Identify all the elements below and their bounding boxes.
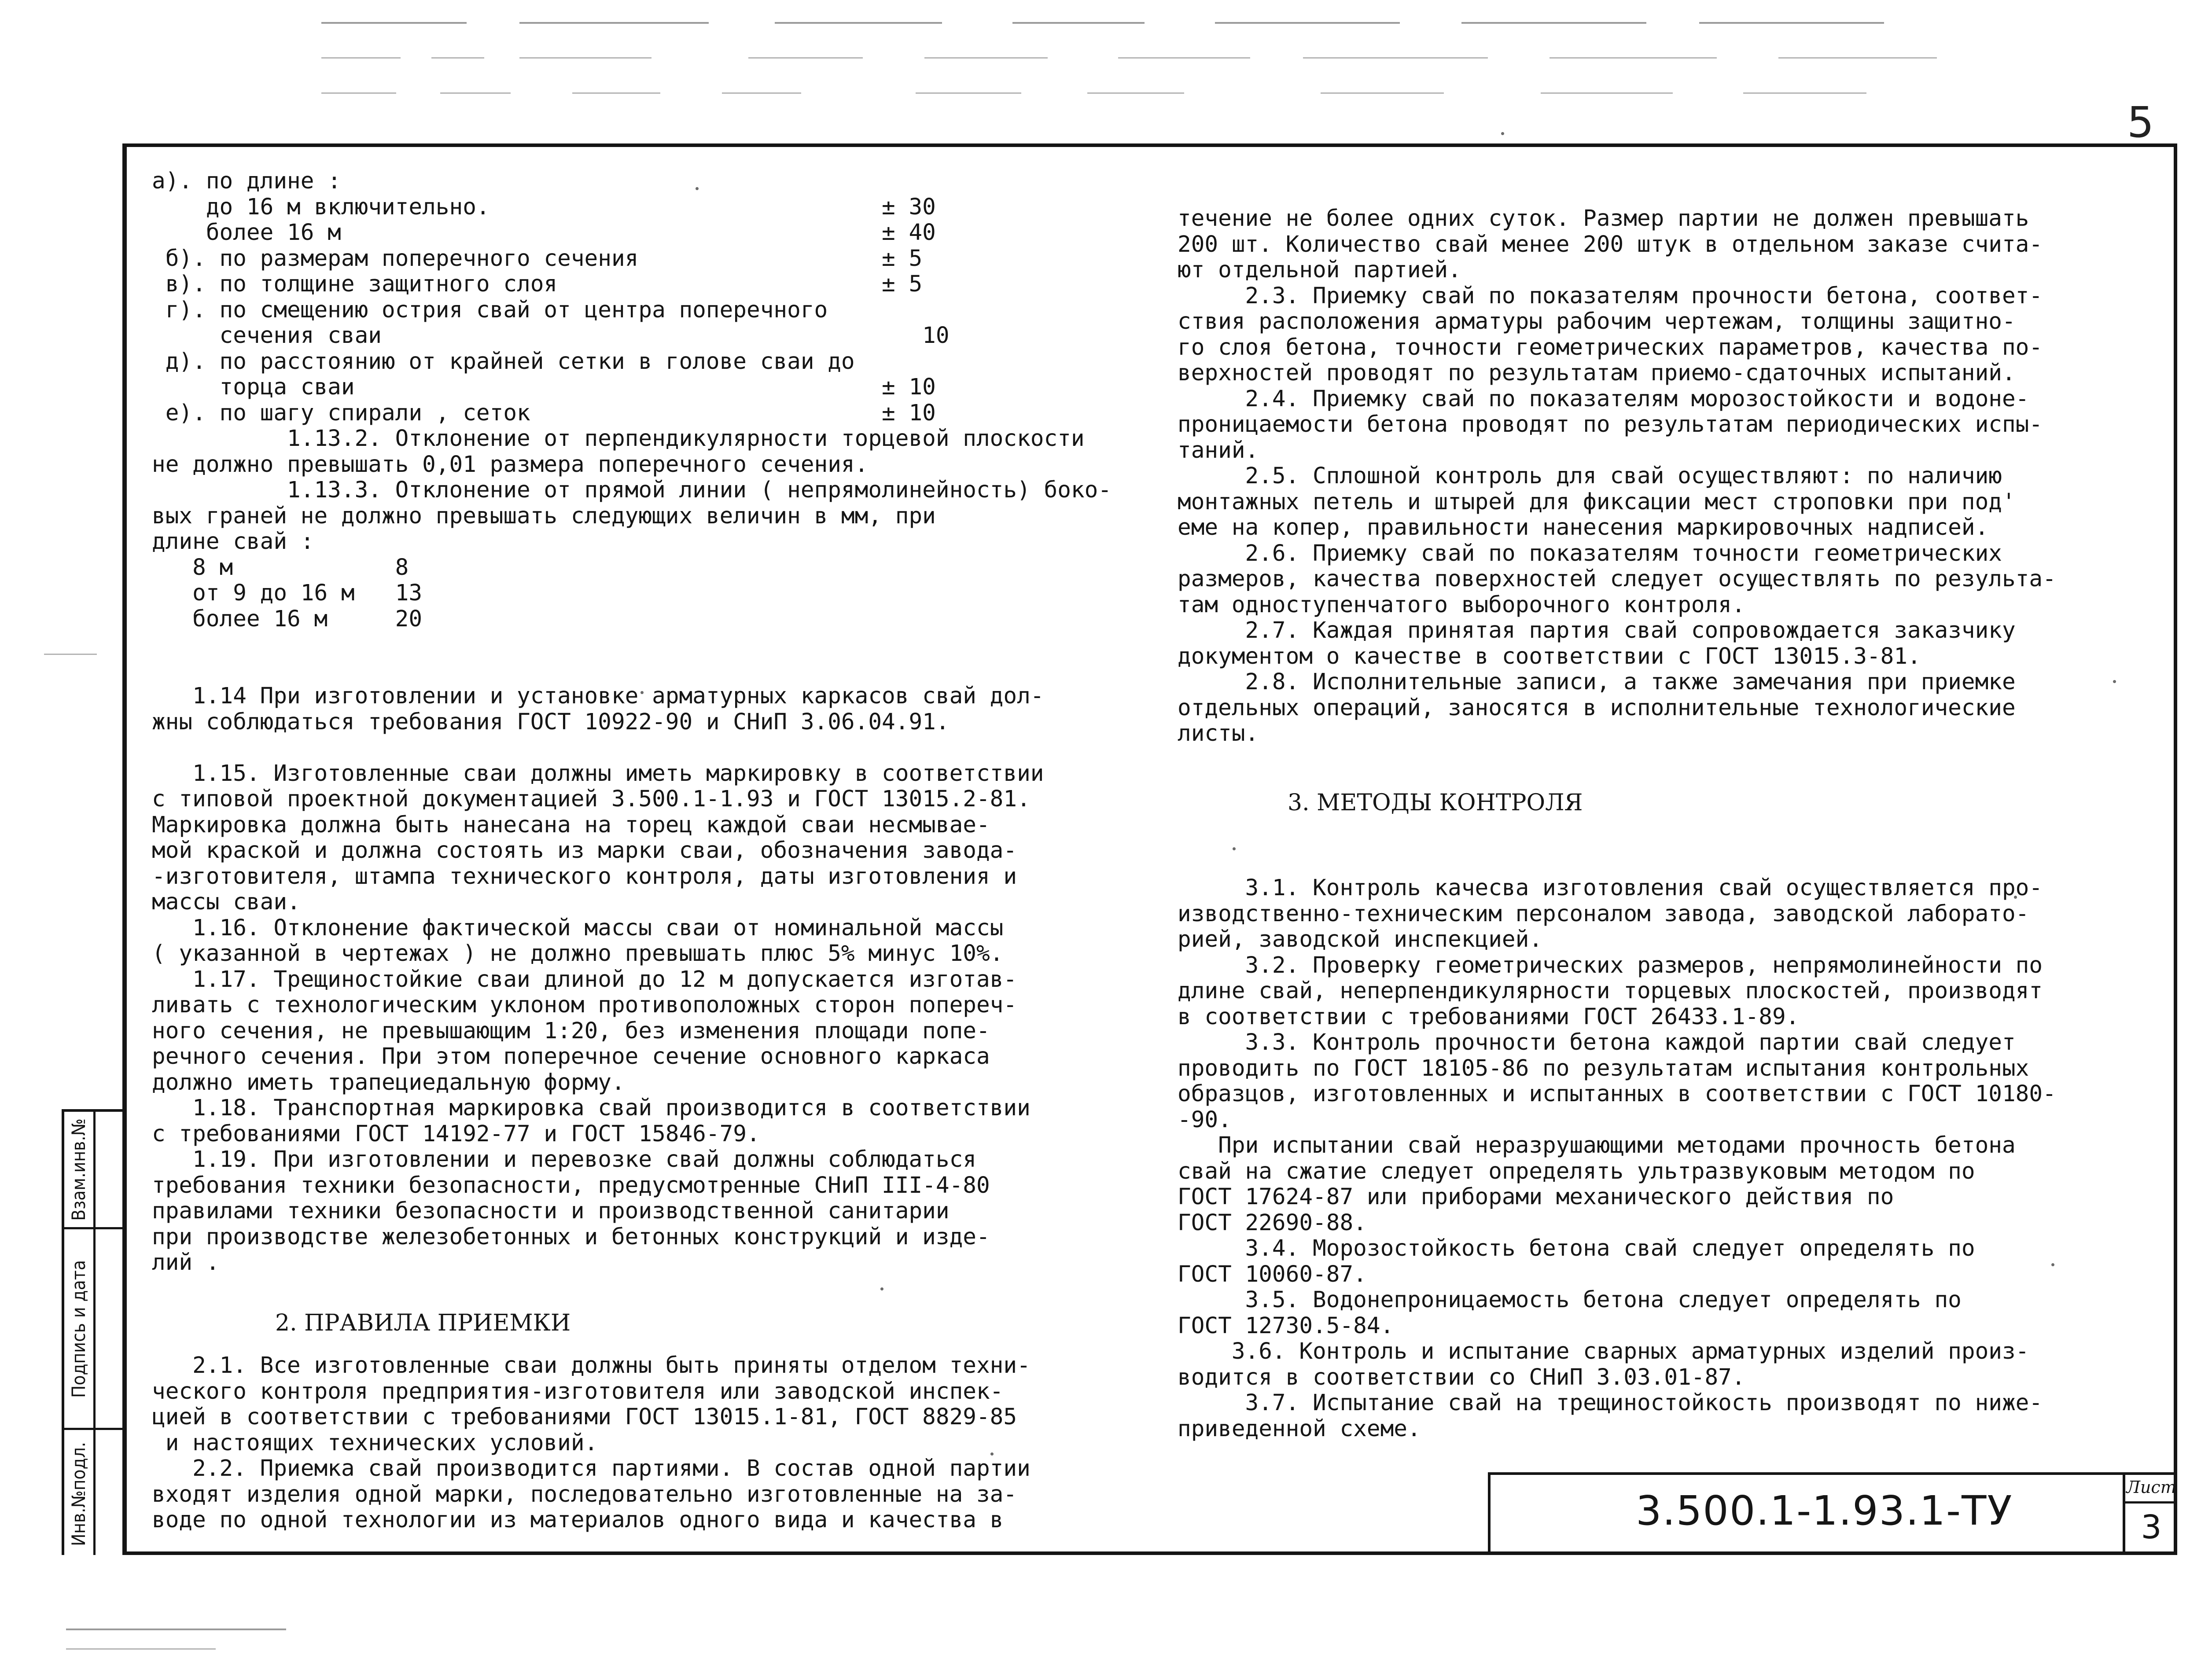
text-line: рией, заводской инспекцией. xyxy=(1178,926,1543,952)
scan-artifact-line xyxy=(321,22,467,24)
scan-artifact-line xyxy=(1461,22,1646,24)
scan-artifact-line xyxy=(321,92,396,94)
text-line: 2.1. Все изготовленные сваи должны быть приняты отделом техни- xyxy=(152,1353,1031,1379)
text-line: воде по одной технологии из материалов одного вида и качества в xyxy=(152,1507,1004,1533)
text-line: таний. xyxy=(1178,437,1259,463)
text-line: 2.6. Приемку свай по показателям точности геометрических xyxy=(1178,540,2002,566)
text-line: 2.3. Приемку свай по показателям прочности бетона, соответ- xyxy=(1178,283,2043,309)
text-line: 1.18. Транспортная маркировка свай производится в соответствии xyxy=(152,1095,1031,1121)
scan-artifact-line xyxy=(1215,22,1400,24)
scan-artifact-line xyxy=(519,57,651,59)
text-line: ( указанной в чертежах ) не должно превышать плюс 5% минус 10%. xyxy=(152,941,1004,967)
text-line: проницаемости бетона проводят по результатам периодических испы- xyxy=(1178,412,2043,437)
text-line: 3.3. Контроль прочности бетона каждой партии свай следует xyxy=(1178,1029,2016,1055)
text-line: образцов, изготовленных и испытанных в соответствии с ГОСТ 10180- xyxy=(1178,1081,2056,1107)
text-line: и настоящих технических условий. xyxy=(152,1430,598,1456)
text-line: массы сваи. xyxy=(152,889,301,915)
text-line: требования техники безопасности, предусмотренные СНиП III-4-80 xyxy=(152,1172,990,1198)
text-line: б). по размерам поперечного сечения ± 5 xyxy=(152,245,923,272)
scan-artifact-line xyxy=(916,92,1021,94)
text-line: цией в соответствии с требованиями ГОСТ 13015.1-81, ГОСТ 8829-85 xyxy=(152,1404,1017,1430)
text-line: ГОСТ 12730.5-84. xyxy=(1178,1312,1394,1339)
text-line: до 16 м включительно. ± 30 xyxy=(152,194,936,220)
text-line: торца сваи ± 10 xyxy=(152,374,936,400)
text-line: 2.7. Каждая принятая партия свай сопровождается заказчику xyxy=(1178,618,2016,643)
scan-artifact-line xyxy=(1550,57,1717,59)
text-line: 3.1. Контроль качесва изготовления свай осуществляется про- xyxy=(1178,875,2043,901)
text-line: вых граней не должно превышать следующих величин в мм, при xyxy=(152,503,936,529)
scan-artifact-line xyxy=(1303,57,1488,59)
text-line: речного сечения. При этом поперечное сечение основного каркаса xyxy=(152,1044,990,1070)
scan-artifact-line xyxy=(321,57,401,59)
text-line xyxy=(152,632,1160,658)
text-line: течение не более одних суток. Размер партии не должен превышать xyxy=(1178,206,2029,232)
text-line: отдельных операций, заносятся в исполнительные технологические xyxy=(1178,695,2016,721)
text-line: более 16 м 20 xyxy=(152,606,423,632)
text-line: с типовой проектной документацией 3.500.1-1.93 и ГОСТ 13015.2-81. xyxy=(152,786,1031,812)
text-line: 1.19. При изготовлении и перевозке свай должны соблюдаться xyxy=(152,1147,976,1173)
title-block xyxy=(1488,1472,2177,1555)
text-line: там одноступенчатого выборочного контроля. xyxy=(1178,592,1745,618)
text-line xyxy=(1178,850,2172,876)
right-text-column xyxy=(1178,206,2172,1442)
scan-artifact-line xyxy=(1012,22,1145,24)
text-line: 3.7. Испытание свай на трещиностойкость производят по ниже- xyxy=(1178,1390,2043,1416)
scan-artifact-line xyxy=(440,92,511,94)
stamp-divider xyxy=(64,1227,122,1229)
text-line: свай на сжатие следует определять ультразвуковым методом по xyxy=(1178,1158,1975,1184)
text-line: ливать с технологическим уклоном противоположных сторон попереч- xyxy=(152,992,1017,1018)
text-line: листы. xyxy=(1178,721,1259,746)
heading-control-methods: 3. МЕТОДЫ КОНТРОЛЯ xyxy=(1288,790,1583,816)
text-line: -90. xyxy=(1178,1107,1232,1133)
text-line: 1.17. Трещиностойкие сваи длиной до 12 м допускается изготав- xyxy=(152,966,1017,993)
text-line: 1.13.3. Отклонение от прямой линии ( непрямолинейность) боко- xyxy=(152,477,1112,503)
text-line xyxy=(1178,798,2172,824)
text-line: 3.2. Проверку геометрических размеров, непрямолинейности по xyxy=(1178,952,2043,978)
page-number: 5 xyxy=(2127,98,2154,147)
stamp-label-signature-date: Подпись и дата xyxy=(67,1260,89,1398)
text-line: 2.4. Приемку свай по показателям морозостойкости и водоне- xyxy=(1178,386,2029,412)
scan-artifact-line xyxy=(431,57,484,59)
scan-artifact-line xyxy=(1743,92,1866,94)
text-line: 2.5. Сплошной контроль для свай осуществляют: по наличию xyxy=(1178,463,2002,489)
scan-artifact-line xyxy=(44,654,97,655)
text-line xyxy=(1178,824,2172,850)
scan-artifact-line xyxy=(924,57,1048,59)
text-line: 3.4. Морозостойкость бетона свай следует определять по xyxy=(1178,1235,1975,1261)
text-line: в соответствии с требованиями ГОСТ 26433.1-89. xyxy=(1178,1004,1800,1030)
text-line: го слоя бетона, точности геометрических параметров, качества по- xyxy=(1178,334,2043,360)
sheet-number: 3 xyxy=(2141,1508,2162,1546)
text-line: с требованиями ГОСТ 14192-77 и ГОСТ 15846-79. xyxy=(152,1121,760,1147)
text-line: ют отдельной партией. xyxy=(1178,257,1461,283)
text-line: При испытании свай неразрушающими методами прочность бетона xyxy=(1178,1132,2016,1158)
scan-artifact-line xyxy=(748,57,863,59)
text-line: а). по длине : xyxy=(152,168,341,194)
scan-artifact-line xyxy=(66,1648,216,1650)
text-line: монтажных петель и штырей для фиксации мест строповки при под' xyxy=(1178,489,2016,515)
text-line: 3.6. Контроль и испытание сварных арматурных изделий произ- xyxy=(1178,1338,2029,1364)
text-line: Маркировка должна быть нанесана на торец каждой сваи несмывае- xyxy=(152,812,990,838)
text-line: правилами техники безопасности и производственной санитарии xyxy=(152,1198,950,1224)
stamp-label-original-inv: Инв.№подл. xyxy=(67,1442,89,1546)
scan-artifact-line xyxy=(1699,22,1884,24)
text-line: документом о качестве в соответствии с ГОСТ 13015.3-81. xyxy=(1178,643,1921,669)
text-line: 8 м 8 xyxy=(152,554,409,581)
scan-speck xyxy=(1501,132,1504,135)
stamp-divider xyxy=(93,1112,96,1555)
heading-acceptance-rules: 2. ПРАВИЛА ПРИЕМКИ xyxy=(275,1310,571,1336)
text-line: 1.13.2. Отклонение от перпендикулярности торцевой плоскости xyxy=(152,426,1085,452)
text-line: изводственно-техническим персоналом завода, заводской лаборато- xyxy=(1178,901,2029,927)
text-line: входят изделия одной марки, последовательно изготовленные на за- xyxy=(152,1481,1017,1507)
text-line: проводить по ГОСТ 18105-86 по результатам испытания контрольных xyxy=(1178,1055,2029,1081)
text-line: -изготовителя, штампа технического контроля, даты изготовления и xyxy=(152,863,1017,890)
scan-artifact-line xyxy=(1541,92,1673,94)
text-line: е). по шагу спирали , сеток ± 10 xyxy=(152,400,936,426)
text-line: лий . xyxy=(152,1250,220,1276)
text-line xyxy=(152,658,1160,684)
text-line: водится в соответствии со СНиП 3.03.01-87. xyxy=(1178,1364,1745,1390)
text-line: не должно превышать 0,01 размера поперечного сечения. xyxy=(152,451,869,478)
scan-artifact-line xyxy=(775,22,942,24)
text-line: еме на копер, правильности нанесения маркировочных надписей. xyxy=(1178,515,1989,540)
text-line: ГОСТ 22690-88. xyxy=(1178,1209,1367,1236)
text-line: ГОСТ 10060-87. xyxy=(1178,1261,1367,1287)
approval-stamp-strip xyxy=(62,1109,122,1555)
text-line: мой краской и должна состоять из марки сваи, обозначения завода- xyxy=(152,838,1017,864)
text-line: должно иметь трапециедальную форму. xyxy=(152,1069,625,1095)
scan-artifact-line xyxy=(1778,57,1937,59)
text-line xyxy=(152,1276,1160,1302)
scan-artifact-line xyxy=(572,92,660,94)
text-line: жны соблюдаться требования ГОСТ 10922-90 и СНиП 3.06.04.91. xyxy=(152,709,950,735)
text-line: сечения сваи 10 xyxy=(152,323,950,349)
sheet-divider xyxy=(2125,1501,2177,1504)
sheet-label: Лист xyxy=(2126,1478,2176,1497)
sheet-box xyxy=(2123,1475,2177,1555)
stamp-label-replacement-inv: Взам.инв.№ xyxy=(67,1118,89,1221)
text-line: 2.8. Исполнительные записи, а также замечания при приемке xyxy=(1178,669,2016,695)
text-line: длине свай : xyxy=(152,529,314,555)
stamp-divider xyxy=(64,1428,122,1430)
text-line: 3.5. Водонепроницаемость бетона следует определять по xyxy=(1178,1287,1962,1313)
text-line: более 16 м ± 40 xyxy=(152,220,936,246)
text-line: ГОСТ 17624-87 или приборами механического действия по xyxy=(1178,1184,1894,1210)
text-line xyxy=(1178,772,2172,798)
text-line: длине свай, неперпендикулярности торцевых плоскостей, производят xyxy=(1178,978,2043,1004)
scan-artifact-line xyxy=(519,22,709,24)
text-line: от 9 до 16 м 13 xyxy=(152,580,423,606)
scan-artifact-line xyxy=(1321,92,1444,94)
text-line: при производстве железобетонных и бетонных конструкций и изде- xyxy=(152,1224,990,1250)
text-line: д). по расстоянию от крайней сетки в голове сваи до xyxy=(152,348,855,375)
document-code: 3.500.1-1.93.1-ТУ xyxy=(1636,1487,2013,1534)
text-line: верхностей проводят по результатам приемо-сдаточных испытаний. xyxy=(1178,360,2016,386)
text-line: размеров, качества поверхностей следует осуществлять по результа- xyxy=(1178,566,2056,592)
text-line: 2.2. Приемка свай производится партиями. В состав одной партии xyxy=(152,1456,1031,1481)
scan-artifact-line xyxy=(1087,92,1184,94)
text-line xyxy=(152,735,1160,761)
scan-artifact-line xyxy=(722,92,801,94)
text-line: 1.15. Изготовленные сваи должны иметь маркировку в соответствии xyxy=(152,760,1044,787)
text-line: 200 шт. Количество свай менее 200 штук в отдельном заказе счита- xyxy=(1178,231,2043,257)
text-line: ствия расположения арматуры рабочим чертежам, толщины защитно- xyxy=(1178,309,2016,335)
text-line: 1.14 При изготовлении и установке арматурных каркасов свай дол- xyxy=(152,683,1044,709)
text-line: приведенной схеме. xyxy=(1178,1415,1421,1442)
text-line: 1.16. Отклонение фактической массы сваи от номинальной массы xyxy=(152,915,1004,941)
text-line: г). по смещению острия свай от центра поперечного xyxy=(152,297,828,323)
text-line: ческого контроля предприятия-изготовителя или заводской инспек- xyxy=(152,1378,1004,1404)
text-line: в). по толщине защитного слоя ± 5 xyxy=(152,271,923,297)
text-line: ного сечения, не превышающим 1:20, без изменения площади попе- xyxy=(152,1018,990,1044)
text-line xyxy=(1178,747,2172,773)
scan-artifact-line xyxy=(1118,57,1250,59)
scan-artifact-line xyxy=(66,1629,286,1630)
